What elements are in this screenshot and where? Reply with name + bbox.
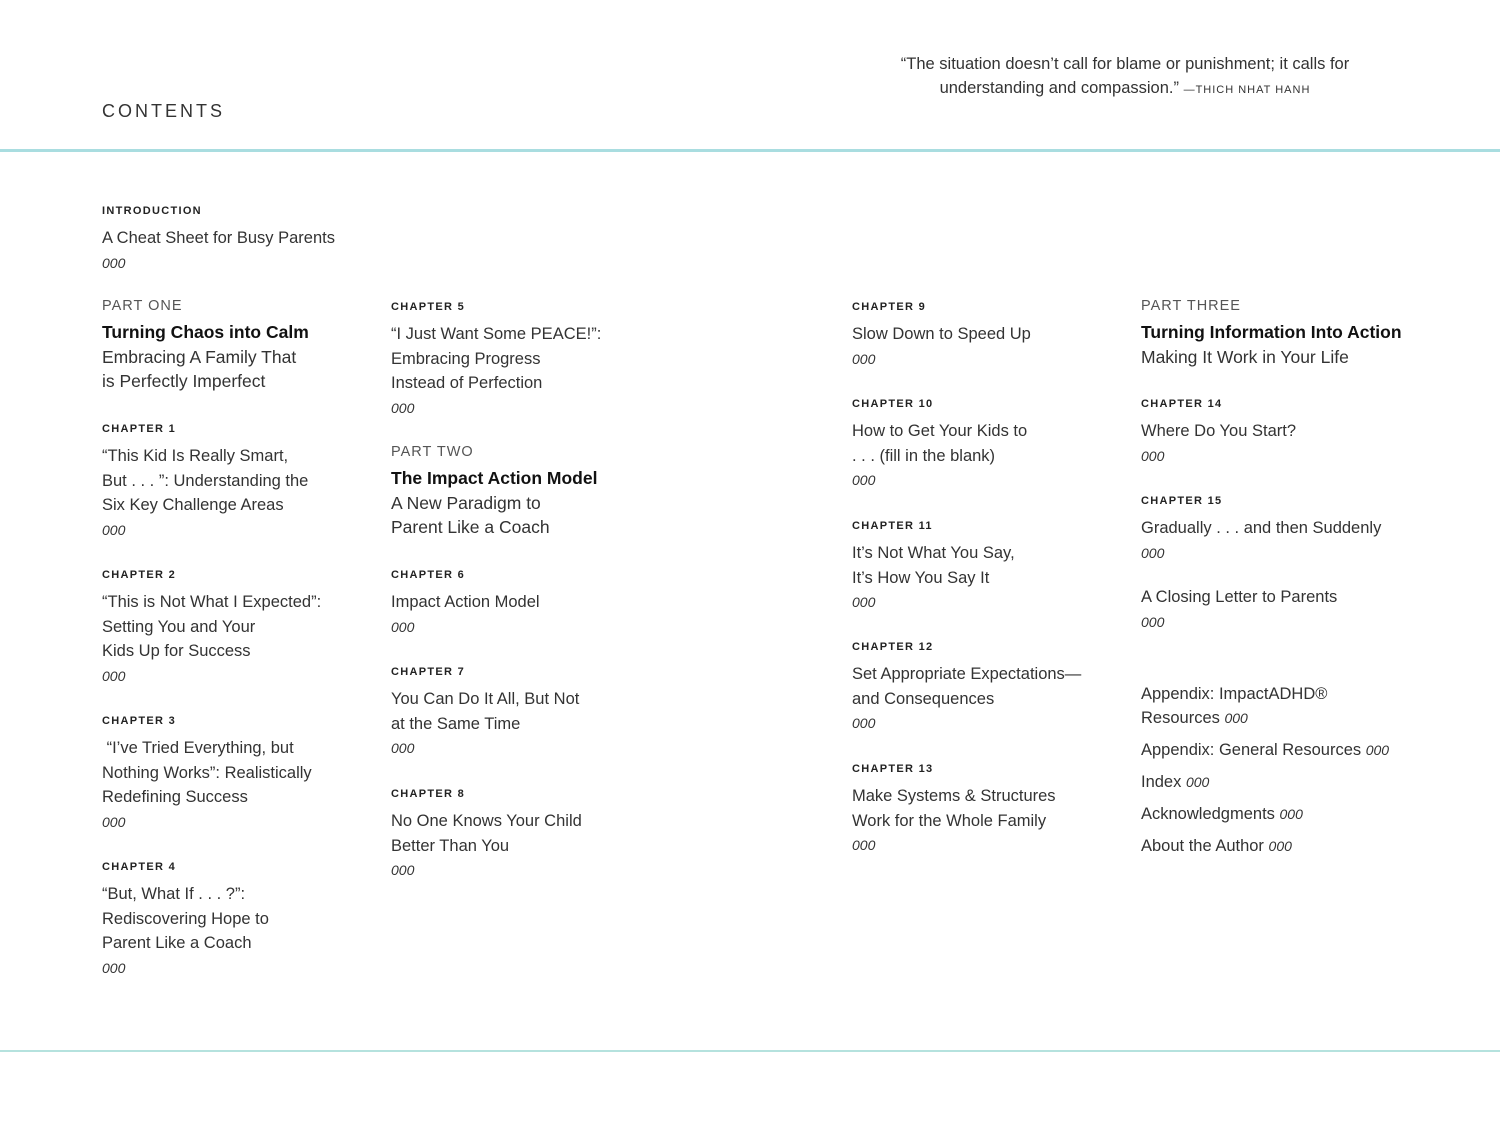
about-author-entry[interactable]: [1141, 834, 1389, 858]
chapter-page: 000: [852, 350, 876, 367]
chapter-label: CHAPTER 13: [852, 763, 934, 775]
chapter-15-entry[interactable]: [1141, 495, 1381, 565]
chapter-title-line: Rediscovering Hope to: [102, 909, 269, 928]
chapter-title-line: It’s How You Say It: [852, 568, 990, 587]
chapter-label: CHAPTER 7: [391, 666, 466, 678]
contents-heading: CONTENTS: [102, 101, 225, 121]
part-three-entry[interactable]: [1141, 297, 1402, 369]
chapter-title-line: No One Knows Your Child: [391, 812, 582, 830]
chapter-2-entry[interactable]: [102, 569, 321, 688]
closing-letter-title: A Closing Letter to Parents: [1141, 588, 1338, 606]
chapter-title-line: You Can Do It All, But Not: [391, 690, 580, 708]
chapter-title-line: Kids Up for Success: [102, 642, 251, 660]
chapter-title-line: Slow Down to Speed Up: [852, 325, 1031, 343]
appendix-general-page: 000: [1365, 742, 1390, 758]
bottom-divider: [0, 1050, 1500, 1052]
chapter-title-line: at the Same Time: [391, 714, 521, 733]
chapter-5-entry[interactable]: [391, 301, 601, 420]
index-page: 000: [1185, 774, 1210, 790]
index-title: Index: [1141, 773, 1182, 791]
chapter-title-line: Setting You and Your: [102, 617, 256, 636]
chapter-title-line: “I’ve Tried Everything, but: [102, 739, 294, 757]
chapter-title-line: Embracing Progress: [391, 349, 541, 368]
chapter-14-entry[interactable]: [1141, 398, 1296, 468]
chapter-title-line: But . . . ”: Understanding the: [102, 471, 309, 490]
part-one-subtitle-line-2: is Perfectly Imperfect: [102, 371, 266, 391]
chapter-page: 000: [1141, 544, 1165, 561]
part-one-entry[interactable]: [102, 297, 309, 394]
chapter-title-line: Impact Action Model: [391, 593, 540, 611]
chapter-title-line: Where Do You Start?: [1141, 422, 1297, 440]
chapter-page: 000: [391, 618, 415, 635]
chapter-title-line: . . . (fill in the blank): [852, 446, 996, 465]
part-two-label: PART TWO: [391, 444, 474, 460]
chapter-title-line: How to Get Your Kids to: [852, 422, 1028, 440]
introduction-entry[interactable]: [102, 205, 335, 275]
chapter-title-line: “But, What If . . . ?”:: [102, 885, 246, 903]
chapter-page: 000: [102, 813, 126, 830]
chapter-page: 000: [852, 594, 876, 610]
chapter-title-line: Parent Like a Coach: [102, 934, 252, 952]
chapter-title-line: Redefining Success: [102, 788, 248, 806]
chapter-label: CHAPTER 8: [391, 788, 466, 800]
part-one-title: Turning Chaos into Calm: [102, 322, 309, 342]
chapter-9-entry[interactable]: [852, 301, 1031, 371]
chapter-page: 000: [1141, 447, 1165, 464]
chapter-4-entry[interactable]: [102, 861, 269, 980]
chapter-label: CHAPTER 2: [102, 569, 177, 581]
chapter-title-line: “This is Not What I Expected”:: [102, 593, 322, 611]
acknowledgments-entry[interactable]: [1141, 802, 1389, 826]
appendix-impactadhd-line-1[interactable]: Appendix: ImpactADHD®: [1141, 685, 1328, 703]
chapter-8-entry[interactable]: [391, 788, 582, 883]
chapter-page: 000: [102, 959, 126, 976]
chapter-page: 000: [102, 667, 126, 684]
chapter-title-line: Six Key Challenge Areas: [102, 496, 284, 514]
part-two-title: The Impact Action Model: [391, 468, 598, 488]
part-one-label: PART ONE: [102, 298, 183, 314]
chapter-label: CHAPTER 11: [852, 520, 933, 532]
chapter-label: CHAPTER 10: [852, 398, 934, 410]
about-author-page: 000: [1268, 838, 1292, 854]
acknowledgments-page: 000: [1279, 806, 1303, 822]
part-two-subtitle-line-2: Parent Like a Coach: [391, 517, 550, 537]
chapter-12-entry[interactable]: [852, 641, 1081, 736]
appendix-impactadhd-page: 000: [1224, 710, 1248, 726]
closing-letter-entry[interactable]: [1141, 585, 1337, 634]
chapter-page: 000: [852, 837, 876, 853]
chapter-title-line: “I Just Want Some PEACE!”:: [391, 325, 602, 343]
epigraph-attribution: —THICH NHAT HANH: [1183, 84, 1311, 96]
chapter-title-line: Instead of Perfection: [391, 374, 543, 392]
chapter-title-line: “This Kid Is Really Smart,: [102, 447, 289, 465]
about-author-title: About the Author: [1141, 837, 1264, 855]
chapter-label: CHAPTER 3: [102, 715, 177, 727]
appendix-impactadhd-title-end: Resources: [1141, 709, 1220, 727]
chapter-title-line: Make Systems & Structures: [852, 787, 1056, 805]
chapter-title-line: Gradually . . . and then Suddenly: [1141, 519, 1382, 537]
part-three-subtitle-line-1: Making It Work in Your Life: [1141, 346, 1349, 367]
chapter-title-line: Work for the Whole Family: [852, 811, 1047, 830]
introduction-label: INTRODUCTION: [102, 205, 202, 217]
chapter-title-line: It’s Not What You Say,: [852, 544, 1015, 562]
chapter-3-entry[interactable]: [102, 715, 312, 834]
chapter-6-entry[interactable]: [391, 569, 540, 639]
epigraph: [880, 52, 1370, 102]
part-three-title: Turning Information Into Action: [1141, 322, 1402, 342]
chapter-label: CHAPTER 12: [852, 641, 934, 653]
epigraph-quote-end: understanding and compassion.”: [939, 79, 1179, 97]
appendix-general-title: Appendix: General Resources: [1141, 741, 1362, 759]
epigraph-line-2: [880, 76, 1370, 102]
acknowledgments-title: Acknowledgments: [1141, 805, 1275, 823]
introduction-page: 000: [102, 254, 126, 271]
chapter-page: 000: [102, 521, 126, 538]
chapter-label: CHAPTER 4: [102, 861, 177, 873]
chapter-10-entry[interactable]: [852, 398, 1027, 493]
chapter-title-line: Set Appropriate Expectations—: [852, 665, 1082, 683]
top-divider: [0, 149, 1500, 152]
part-two-subtitle-line-1: A New Paradigm to: [391, 492, 541, 513]
appendix-general-resources[interactable]: [1141, 738, 1389, 762]
chapter-page: 000: [391, 862, 415, 878]
chapter-page: 000: [391, 740, 415, 756]
chapter-label: CHAPTER 14: [1141, 398, 1223, 410]
part-two-entry[interactable]: [391, 443, 597, 540]
chapter-13-entry[interactable]: [852, 763, 1056, 858]
chapter-title-line: Better Than You: [391, 836, 510, 855]
chapter-11-entry[interactable]: [852, 520, 1015, 615]
chapter-page: 000: [391, 399, 415, 416]
appendix-impactadhd-line-2[interactable]: [1141, 706, 1389, 730]
chapter-page: 000: [852, 472, 876, 488]
part-three-label: PART THREE: [1141, 298, 1241, 314]
chapter-page: 000: [852, 715, 876, 731]
back-matter: [1141, 682, 1389, 858]
epigraph-line-1: “The situation doesn’t call for blame or punishment; it calls for: [900, 55, 1350, 73]
introduction-title: A Cheat Sheet for Busy Parents: [102, 229, 335, 247]
chapter-title-line: Nothing Works”: Realistically: [102, 763, 312, 782]
closing-letter-page: 000: [1141, 613, 1165, 630]
part-one-subtitle-line-1: Embracing A Family That: [102, 346, 297, 367]
chapter-label: CHAPTER 15: [1141, 495, 1223, 507]
chapter-label: CHAPTER 1: [102, 423, 177, 435]
chapter-title-line: and Consequences: [852, 689, 995, 708]
chapter-7-entry[interactable]: [391, 666, 579, 761]
chapter-1-entry[interactable]: [102, 423, 308, 542]
chapter-label: CHAPTER 6: [391, 569, 466, 581]
index-entry[interactable]: [1141, 770, 1389, 794]
chapter-label: CHAPTER 5: [391, 301, 466, 313]
chapter-label: CHAPTER 9: [852, 301, 927, 313]
